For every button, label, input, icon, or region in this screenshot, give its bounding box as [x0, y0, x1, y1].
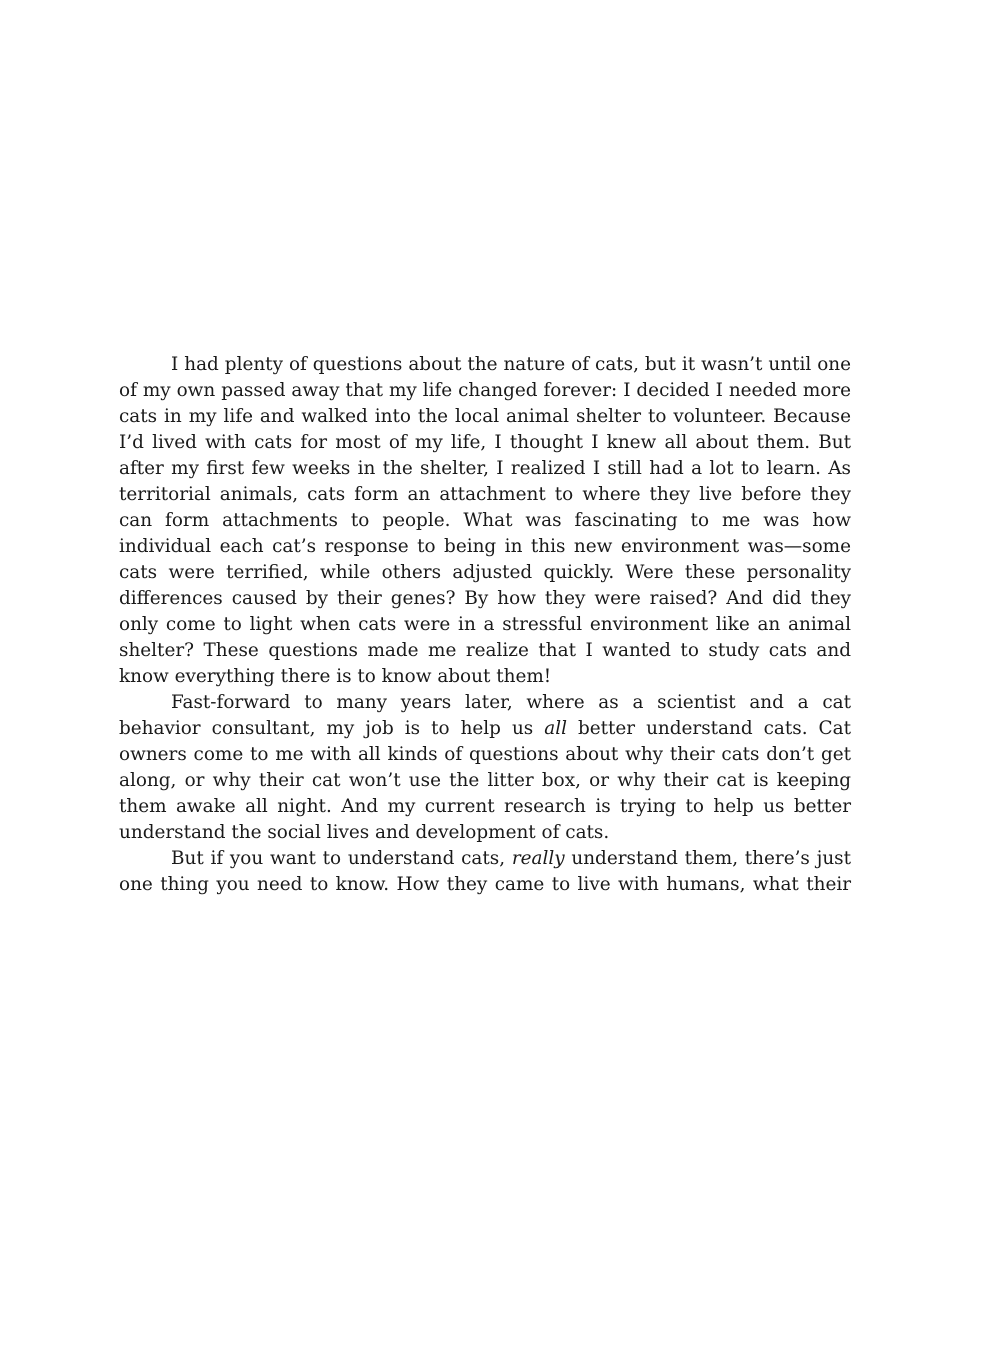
- emphasis-all: all: [544, 718, 567, 739]
- paragraph-1: I had plenty of questions about the nature of cats, but it wasn’t until one of my own passed away that my life changed forever: I decided I needed more cats in my life and walked into the local animal shelter to volunteer. Because I’d lived with cats for most of my life, I thought I knew all about them. But after my first few weeks in the shelter, I realized I still had a lot to learn. As territorial animals, cats form an attachment to where they live before they can form attachments to people. What was fascinating to me was how individual each cat’s response to being in this new environment was—some cats were terrified, while others adjusted quickly. Were these personality differences caused by their genes? By how they were raised? And did they only come to light when cats were in a stressful environment like an animal shelter? These questions made me realize that I wanted to study cats and know everything there is to know about them!: [119, 354, 851, 687]
- emphasis-really: really: [511, 848, 565, 869]
- paragraph-2-text-end: better understand cats. Cat owners come to me with all kinds of questions about why their cats don’t get along, or why their cat won’t use the litter box, or why their cat is keeping them awake all night. And my current research is trying to help us better understand the social lives and development of cats.: [119, 718, 851, 843]
- paragraph-3-text-start: But if you want to understand cats,: [171, 848, 512, 869]
- paragraph-2: [119, 690, 851, 846]
- paragraph-2-text-start: Fast-forward to many years later, where as a scientist and a cat behavior consultant, my job is to help us: [119, 692, 851, 739]
- body-text: [119, 352, 851, 898]
- paragraph-3: [119, 846, 851, 898]
- paragraph-3-text-end: understand them, there’s just one thing you need to know. How they came to live with humans, what their: [119, 848, 851, 895]
